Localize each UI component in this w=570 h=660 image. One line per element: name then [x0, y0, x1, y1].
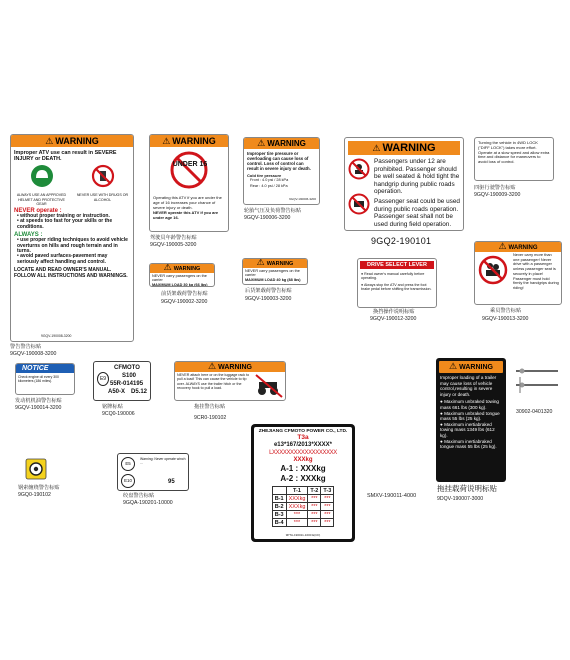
axle-load-2: A-2 : XXXkg — [280, 474, 326, 483]
instruction-item: ● Always stop the ATV and press the foot brake pedal before shifting the transmission. — [361, 282, 432, 292]
label-passenger-warning — [474, 241, 562, 305]
label-header: ⚠ WARNING — [348, 141, 460, 155]
table-cell: *** — [308, 495, 321, 503]
label-caption: 四驱行驶警告标贴 — [474, 185, 516, 191]
label-code: 9GQV-190014-3200 — [15, 405, 62, 411]
table-cell: *** — [308, 511, 321, 519]
label-header: ⚠ WARNING — [175, 362, 285, 372]
pin-icon — [514, 365, 560, 397]
label-text: Improper tire pressure or overloading can cause loss of control. Loss of control can result in severe injury or death. — [247, 151, 311, 171]
label-towing-warning — [174, 361, 286, 401]
tire-front: Front : 4.0 psi / 28 kPa — [250, 178, 289, 183]
label-part-number: 9PTA-190011-1000 E(CF) — [285, 533, 321, 537]
label-code: 9CQ0-190006 — [102, 411, 135, 417]
no-alcohol-icon — [91, 164, 115, 188]
table-column-header: T-3 — [321, 487, 334, 495]
label-caption: 后货架载荷警告标贴 — [245, 288, 292, 294]
label-caption: 绞盘警告标贴 — [123, 493, 155, 499]
load-item: ● Maximum unbraked towing mass 661 lbs (300 kg). — [440, 399, 499, 410]
label-header: ⚠ WARNING — [150, 264, 214, 273]
approval-number: 55R-014195 — [110, 381, 144, 387]
label-winch-warning — [117, 453, 189, 491]
load-item: ● Maximum unbraked tongue mass 55 lbs (25 kg). — [440, 410, 500, 422]
brand-name: CFMOTO — [114, 365, 140, 371]
table-cell: *** — [321, 495, 334, 503]
warning-icon: ⚠ — [256, 258, 265, 267]
table-row — [272, 519, 334, 527]
hardware-pins — [514, 365, 560, 397]
label-header: ⚠ WARNING — [439, 361, 503, 373]
never-item: • without proper training or instruction. — [17, 213, 110, 220]
approval-number: e13*167/2013*XXXX* — [273, 442, 333, 448]
label-code: 9GQV-190002-3200 — [161, 299, 208, 305]
label-code: 9GQ0-190102 — [18, 492, 51, 498]
label-code: SMXV-190011-4000 — [367, 493, 417, 499]
icon-caption: NEVER USE WITH DRUGS OR ALCOHOL — [76, 193, 129, 202]
class-code: A50-X — [108, 389, 126, 395]
label-caption: 警告警告标贴 — [10, 344, 42, 350]
label-caption: 前货架载荷警告标贴 — [161, 291, 208, 297]
warning-icon: ⚠ — [372, 143, 381, 153]
axle-load-1: A-1 : XXXkg — [280, 464, 326, 473]
mass-table — [272, 486, 335, 527]
label-code: 9CR0-190102 — [194, 415, 227, 421]
row-header: B-2 — [272, 503, 286, 511]
table-cell: *** — [321, 511, 334, 519]
total-mass: XXXkg — [293, 457, 313, 463]
label-code: 9GQV-190005-3200 — [150, 242, 197, 248]
label-caption: 轮胎气压及负荷警告标贴 — [244, 208, 302, 214]
label-text: NEVER attach here or on the luggage rack to pull a load! This can cause the vehicle to tip over. ALWAYS use the trailer hitch or the recovery hook to pull a load. — [177, 373, 250, 391]
warning-icon: ⚠ — [163, 263, 172, 272]
label-trailer-load-warning — [436, 358, 506, 482]
label-code: 30902-0401320 — [516, 409, 553, 415]
label-passenger-warning-large — [344, 137, 464, 231]
table-cell: *** — [286, 511, 308, 519]
label-nameplate — [93, 361, 151, 401]
label-code: 9GQV-190009-3200 — [474, 192, 521, 198]
never-item: • at speeds too fast for your skills or the conditions. — [17, 218, 113, 230]
label-caption: 乘员警告标贴 — [490, 308, 522, 314]
label-trailer-plate — [251, 424, 355, 542]
label-front-rack-load — [149, 263, 215, 287]
warning-icon: ⚠ — [498, 241, 507, 251]
label-header: ⚠ WARNING — [150, 135, 228, 147]
instruction-item: ● Read owner's manual carefully before operating. — [361, 272, 425, 281]
table-cell: *** — [321, 503, 334, 511]
company-name: ZHEJIANG CFMOTO POWER CO., LTD. — [258, 429, 348, 434]
table-row — [272, 511, 334, 519]
label-code: 9GQV-190013-3200 — [482, 316, 529, 322]
label-4wd-lock-warning — [474, 137, 554, 181]
label-lead: Improper ATV use can result in SEVERE INJURY or DEATH. — [14, 150, 117, 163]
label-code: 9DQV-190007-3000 — [437, 496, 484, 502]
never-title: NEVER operate : — [14, 208, 62, 215]
label-drive-select-lever — [357, 258, 437, 308]
always-title: ALWAYS : — [14, 232, 43, 239]
warning-icon: ⚠ — [45, 136, 54, 146]
table-cell: XXXkg — [286, 503, 308, 511]
row-header: B-1 — [272, 495, 286, 503]
label-header: DRIVE SELECT LEVER — [360, 261, 434, 269]
icon-caption: ALWAYS USE AN APPROVED HELMET AND PROTECTIVE GEAR — [16, 193, 67, 206]
model-name: S100 — [122, 373, 137, 379]
vehicle-type: T3a — [297, 434, 309, 441]
label-caption: 驾驶员年龄警告标贴 — [150, 235, 197, 241]
label-under-16-warning — [149, 134, 229, 232]
label-tire-pressure-warning — [243, 137, 320, 205]
max-load: MAXIMUM LOAD 30 kg (66 lbs) — [152, 282, 208, 287]
under-16-text: UNDER 16 — [172, 161, 208, 168]
label-part-number: 9GQV-190008-3200 — [41, 334, 72, 338]
label-part-number: 9GQV-190006-3200 — [289, 197, 316, 201]
always-item: • use proper riding techniques to avoid vehicle overturns on hills and rough terrain and in turns. — [17, 237, 128, 255]
label-caption: 发动机机油警告标贴 — [15, 398, 62, 404]
e-mark-icon: E9 — [97, 372, 109, 386]
always-item: • avoid paved surfaces-pavement may seriously affect handling and control. — [17, 253, 108, 265]
warning-icon: ⚠ — [257, 138, 266, 148]
label-header: ⚠ WARNING — [11, 135, 133, 147]
label-code: 9GQV-190006-3200 — [244, 215, 291, 221]
tire-pressure-title: Cold tire pressure — [247, 173, 282, 178]
label-text: Turning the vehicle in 4WD LOCK ("DIFF LOCK") takes more effort. Operate at a slow speed and allow extra time and distance for maneuvers to avoid loss of control. — [478, 140, 550, 165]
d-value: D5.12 — [131, 389, 148, 395]
table-cell: *** — [321, 519, 334, 527]
label-caption: 拖挂警告标贴 — [194, 404, 226, 410]
e-mark-icon: E5 — [121, 457, 135, 471]
table-column-header: T-1 — [286, 487, 308, 495]
load-item: ● Maximum inertiabraked tongue mass 55 lbs (25 kg). — [440, 438, 497, 450]
table-column-header: T-2 — [308, 487, 321, 495]
label-code: 9GQV-190012-3200 — [370, 316, 417, 322]
load-item: ● Maximum inertiabraked towing mass 1349 lbs (612 kg). — [440, 421, 495, 438]
row-header: B-4 — [272, 519, 286, 527]
label-text: Never carry more than one passenger! Never drive with a passenger unless passenger seat is securely in place! Passenger must hold firmly the handgrips during riding! — [513, 252, 559, 290]
warning-icon: ⚠ — [162, 136, 171, 146]
label-number: 95 — [168, 479, 175, 485]
label-header: ⚠ WARNING — [243, 259, 307, 268]
no-passenger-icon — [478, 255, 508, 285]
label-text: NEVER carry passengers on the carrier — [245, 269, 300, 278]
label-header: ⚠ WARNING — [475, 242, 561, 252]
table-cell: *** — [286, 519, 308, 527]
label-rear-rack-load — [242, 258, 308, 285]
label-engine-oil-notice — [15, 363, 75, 395]
label-footer: LOCATE AND READ OWNER'S MANUAL. FOLLOW ALL INSTRUCTIONS AND WARNINGS. — [14, 267, 128, 279]
label-code: 9GQV-190008-3200 — [10, 351, 57, 357]
passenger-seat-icon — [348, 193, 370, 215]
label-header: NOTICE — [16, 364, 74, 373]
label-caption: 拖挂载荷说明标贴 — [437, 484, 497, 493]
e-mark-icon: E10 — [121, 474, 135, 488]
label-winch-cable — [25, 458, 47, 480]
table-row — [272, 495, 334, 503]
label-text: NEVER carry passengers on the carrier — [152, 274, 207, 283]
warning-icon: ⚠ — [208, 361, 217, 371]
label-text: Warning: Never operate winch ... — [140, 457, 186, 465]
label-text: Passengers under 12 are prohibited. Passenger should be well seated & hold tight the handgrip during public roads operation. — [374, 158, 460, 196]
label-text: Check engine oil every 300 kilometers (186 miles). — [18, 375, 59, 384]
table-cell: *** — [308, 519, 321, 527]
row-header: B-3 — [272, 511, 286, 519]
table-cell: *** — [308, 503, 321, 511]
under-16-sign-icon — [169, 150, 209, 190]
table-row — [272, 503, 334, 511]
label-atv-use-warning — [10, 134, 134, 342]
table-cell: XXXkg — [286, 495, 308, 503]
label-text: NEVER operate this ATV if you are under age 16. — [153, 210, 219, 221]
helmet-icon — [30, 164, 54, 188]
atv-towing-icon — [254, 373, 284, 399]
table-corner — [272, 487, 286, 495]
label-header: ⚠ WARNING — [244, 138, 319, 149]
vin-number: LXXXXXXXXXXXXXXXXXX — [269, 450, 337, 456]
tire-rear: Rear : 4.0 psi / 28 kPa — [250, 183, 288, 188]
label-text: Operating this ATV if you are under the age of 16 increases your chance of severe injury or death. — [153, 195, 222, 210]
label-intro: Improper loading of a trailer may cause loss of vehicle control,resulting in severe injury or death. — [440, 375, 497, 397]
label-text: Passenger seat could be used during public roads operation. Passenger seat shall not be used during field operation. — [374, 197, 460, 228]
label-code: 9GQ2-190101 — [371, 236, 432, 246]
label-caption: 换挡操作说明标贴 — [373, 309, 415, 315]
warning-icon: ⚠ — [449, 361, 458, 371]
winch-warning-icon — [25, 458, 47, 480]
label-code: 9GQV-190003-3200 — [245, 296, 292, 302]
label-caption: 钢索缠绕警告标贴 — [18, 485, 60, 491]
label-caption: 铭牌标贴 — [102, 404, 123, 410]
no-child-passenger-icon — [348, 158, 370, 180]
max-load: MAXIMUM LOAD 40 kg (88 lbs) — [245, 277, 301, 282]
label-code: 9GQA-190201-10000 — [123, 500, 173, 506]
